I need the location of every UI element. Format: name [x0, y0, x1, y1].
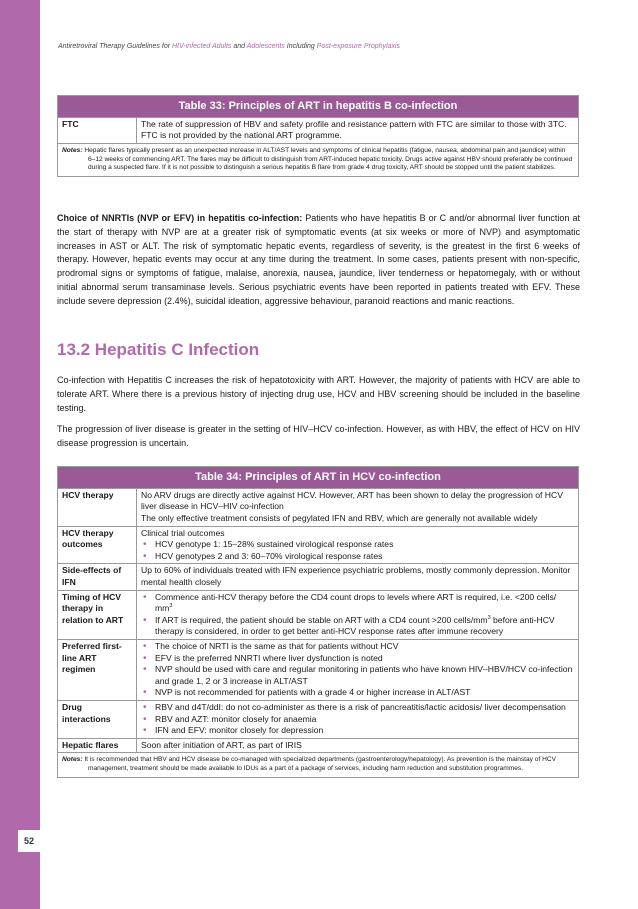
row-value: Soon after initiation of ART, as part of IRIS: [137, 738, 579, 753]
row-key: HCV therapy: [58, 488, 137, 526]
table-row: [58, 564, 579, 590]
row-key: Hepatic flares: [58, 738, 137, 753]
row-value: [137, 590, 579, 639]
list-item: • The choice of NRTI is the same as that for patients without HCV: [141, 641, 574, 653]
list-item: • HCV genotypes 2 and 3: 60–70% virological response rates: [141, 551, 574, 563]
table-33: [57, 95, 579, 177]
row-value: [137, 700, 579, 738]
row-key: Preferred first-line ART regimen: [58, 639, 137, 700]
nnrti-paragraph: Choice of NNRTIs (NVP or EFV) in hepatitis co-infection: Patients who have hepatitis B or C and/or abnormal liver function at the start of therapy with NVP are at a greater risk of symptomatic events (at six weeks or more of NVP) and asymptomatic increases in AST or ALT. The risk of symptomatic hepatic events, regardless of severity, is the greatest in the first 6 weeks of therapy. However, hepatic events may occur at any time during the treatment. In some cases, patients present with non-specific, prodromal signs or symptoms of fatigue, malaise, anorexia, nausea, jaundice, liver tenderness or hepatomegaly, with or without initial abnormal serum transaminase levels. Serious psychiatric events have been reported in patients treated with EFV. These include severe depression (2.4%), suicidal ideation, aggressive behaviour, paranoid reactions and manic reactions.: [57, 213, 580, 306]
table-33-notes: Notes: Hepatic flares typically present as an unexpected increase in ALT/AST levels and symptoms of clinical hepatitis (fatigue, nausea, abdominal pain and jaundice) within 6–12 weeks of commencing ART. The flares may be difficult to distinguish from ART-induced hepatic toxicity. Drugs active against HBV should preferably be continued during a suspected flare. If it is not possible to distinguish a serious hepatitis B flare from grade 4 drug toxicity, ART should be stopped until the patient stabilizes.: [58, 144, 579, 177]
table-row: [58, 700, 579, 738]
table-row: [58, 738, 579, 753]
row-key: HCV therapy outcomes: [58, 526, 137, 564]
table-33-title: Table 33: Principles of ART in hepatitis B co-infection: [58, 96, 579, 118]
row-value: [137, 639, 579, 700]
row-value: Up to 60% of individuals treated with IFN experience psychiatric problems, mostly commonly depression. Monitor mental health closely: [137, 564, 579, 590]
row-key: Side-effects of IFN: [58, 564, 137, 590]
row-key: Drug interactions: [58, 700, 137, 738]
list-item: • Commence anti-HCV therapy before the CD4 count drops to levels where ART is required, i.e. <200 cells/ $mm^3$: [141, 592, 574, 615]
nnrti-lead: Choice of NNRTIs (NVP or EFV) in hepatitis co-infection:: [57, 213, 303, 223]
table-row: [58, 639, 579, 700]
table-34: [57, 466, 579, 778]
running-header: Antiretroviral Therapy Guidelines for HIV-infected Adults and Adolescents Including Post-exposure Prophylaxis: [58, 43, 401, 50]
sidebar-band: [0, 0, 40, 909]
list-item: • RBV and AZT: monitor closely for anaemia: [141, 714, 574, 726]
table-34-title: Table 34: Principles of ART in HCV co-infection: [58, 467, 579, 489]
section-heading: 13.2 Hepatitis C Infection: [57, 340, 260, 359]
row-key: Timing of HCV therapy in relation to ART: [58, 590, 137, 639]
list-item: • NVP is not recommended for patients with a grade 4 or higher increase in ALT/AST: [141, 687, 574, 699]
hcv-paragraph-2: The progression of liver disease is greater in the setting of HIV–HCV co-infection. However, as with HBV, the effect of HCV on HIV disease progression is uncertain.: [57, 424, 580, 448]
list-item: • EFV is the preferred NNRTI where liver dysfunction is noted: [141, 653, 574, 665]
list-item: • NVP should be used with care and regular monitoring in patients who have known HIV–HBV/HCV co-infection and grade 1, 2 or 3 increase in ALT/AST: [141, 664, 574, 687]
list-item: • IFN and EFV: monitor closely for depression: [141, 725, 574, 737]
row-value: No ARV drugs are directly active against HCV. However, ART has been shown to delay the progression of HCV liver disease in HCV–HIV co-infection The only effective treatment consists of pegylated IFN and RBV, which are generally not available widely: [137, 488, 579, 526]
row-value: Clinical trial outcomes • HCV genotype 1: 15–28% sustained virological response rates • HCV genotypes 2 and 3: 60–70% virological response rates: [137, 526, 579, 564]
list-item: • If ART is required, the patient should be stable on ART with a CD4 count >200 cells/$mm^3$ before anti-HCV therapy is considered, in order to get better anti-HCV response rates after immune recovery: [141, 615, 574, 638]
table-33-key: FTC: [58, 117, 137, 143]
table-row: [58, 488, 579, 526]
hcv-paragraph-1: Co-infection with Hepatitis C increases the risk of hepatotoxicity with ART. However, the majority of patients with HCV are able to tolerate ART. Where there is a previous history of injecting drug use, HCV and HBV screening should be included in the baseline testing.: [57, 375, 580, 413]
table-row: [58, 117, 579, 143]
table-row: [58, 526, 579, 564]
table-33-value: The rate of suppression of HBV and safety profile and resistance pattern with FTC are similar to those with 3TC. FTC is not provided by the national ART programme.: [137, 117, 579, 143]
list-item: • HCV genotype 1: 15–28% sustained virological response rates: [141, 539, 574, 551]
table-34-notes: Notes: It is recommended that HBV and HCV disease be co-managed with specialized departments (gastroenterology/hepatology). As prevention is the mainstay of HCV management, treatment should be made available to IDUs as a part of a package of services, including harm reduction and substitution programmes.: [58, 753, 579, 777]
table-row: [58, 590, 579, 639]
list-item: • RBV and d4T/ddI: do not co-administer as there is a risk of pancreatitis/lactic acidosis/ liver decompensation: [141, 702, 574, 714]
page-number: 52: [18, 830, 40, 852]
